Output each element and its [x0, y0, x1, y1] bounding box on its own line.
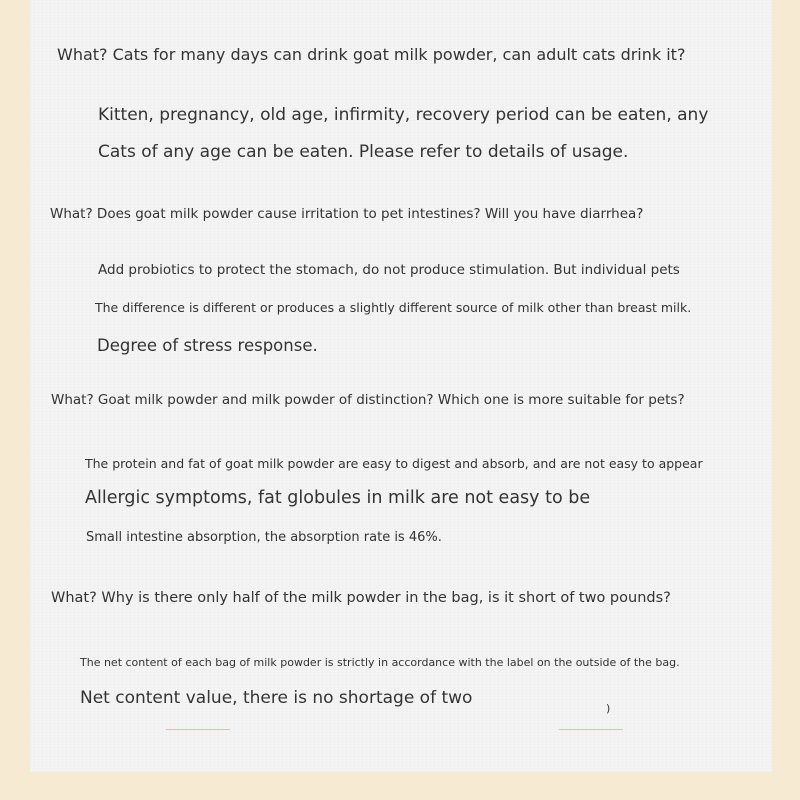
- decorative-underline-left: [166, 729, 230, 730]
- faq-answer-4-line-1: The net content of each bag of milk powder is strictly in accordance with the label on the outside of the bag.: [80, 656, 680, 669]
- faq-answer-3-line-2: Allergic symptoms, fat globules in milk are not easy to be: [85, 488, 591, 508]
- decorative-underline-right: [559, 729, 623, 730]
- faq-answer-3-line-1: The protein and fat of goat milk powder are easy to digest and absorb, and are not easy to appear: [85, 456, 703, 471]
- faq-answer-4-line-2: Net content value, there is no shortage of two: [80, 688, 473, 708]
- faq-answer-1-line-2: Cats of any age can be eaten. Please refer to details of usage.: [98, 142, 629, 162]
- faq-question-2: What? Does goat milk powder cause irritation to pet intestines? Will you have diarrhea?: [50, 206, 644, 222]
- faq-question-4: What? Why is there only half of the milk powder in the bag, is it short of two pounds?: [51, 590, 671, 606]
- faq-answer-2-line-3: Degree of stress response.: [97, 336, 318, 355]
- faq-answer-3-line-3: Small intestine absorption, the absorption rate is 46%.: [86, 530, 442, 545]
- faq-answer-2-line-1: Add probiotics to protect the stomach, do not produce stimulation. But individual pets: [98, 262, 680, 278]
- faq-answer-1-line-1: Kitten, pregnancy, old age, infirmity, recovery period can be eaten, any: [98, 105, 709, 125]
- faq-question-3: What? Goat milk powder and milk powder of distinction? Which one is more suitable for pets?: [51, 392, 685, 408]
- faq-answer-2-line-2: The difference is different or produces a slightly different source of milk other than breast milk.: [95, 300, 692, 315]
- faq-answer-4-trailing-mark: ): [606, 702, 611, 715]
- faq-question-1: What? Cats for many days can drink goat milk powder, can adult cats drink it?: [57, 45, 686, 64]
